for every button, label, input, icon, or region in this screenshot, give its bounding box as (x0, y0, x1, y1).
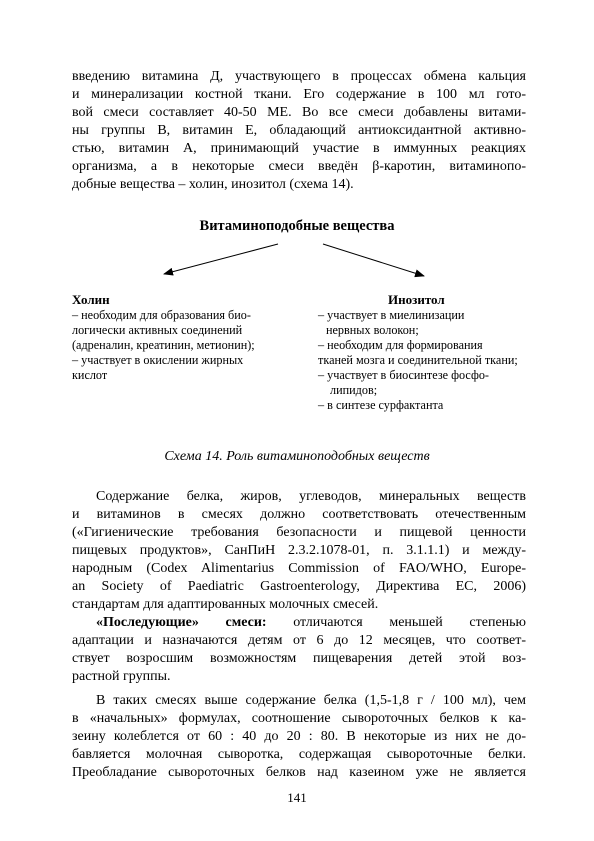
follow-up-term: «Последующие» смеси: (96, 615, 267, 630)
text-line: в «начальных» формулах, соотношение сывороточных белков к ка- (72, 711, 526, 726)
text-line: an Society of Paediatric Gastroenterology, Директива ЕС, 2006) (72, 579, 526, 594)
text-line: Содержание белка, жиров, углеводов, минеральных веществ (96, 489, 526, 504)
scheme-caption: Схема 14. Роль витаминоподобных веществ (164, 449, 430, 464)
text-line: ствует возросшим возможностям пищеварения детей этой воз- (72, 651, 526, 666)
arrow-to-choline (164, 244, 278, 274)
text-line: адаптации и назначаются детям от 6 до 12 месяцев, что соответ- (72, 633, 526, 648)
inositol-heading: Инозитол (388, 292, 445, 307)
text-line: и витаминов в смесях должно соответствовать отечественным (72, 507, 526, 522)
inositol-item: – в синтезе сурфактанта (318, 398, 444, 412)
text-line: растной группы. (72, 669, 171, 684)
inositol-item: липидов; (330, 383, 378, 397)
text-line: организма, а в некоторые смеси введён β-каротин, витаминопо- (72, 159, 526, 174)
text-line: («Гигиенические требования безопасности и пищевой ценности (72, 525, 526, 540)
inositol-item: – участвует в биосинтезе фосфо- (318, 368, 489, 382)
text-line: зеину колеблется от 60 : 40 до 20 : 80. В некоторые из них не до- (72, 729, 526, 744)
inositol-item: нервных волокон; (326, 323, 419, 337)
text-line: добные вещества – холин, инозитол (схема 14). (72, 177, 354, 192)
page-number: 141 (287, 790, 307, 805)
text-line: стью, витамин А, принимающий участие в иммунных реакциях (72, 141, 526, 156)
text-line: вой смеси составляет 40-50 МЕ. Во все смеси добавлены витами- (72, 105, 526, 120)
scheme-title: Витаминоподобные вещества (199, 218, 395, 234)
choline-item: кислот (72, 368, 108, 382)
choline-item: (адреналин, креатинин, метионин); (72, 338, 255, 352)
text-line: пищевых продуктов», СанПиН 2.3.2.1078-01, п. 3.1.1.1) и между- (72, 543, 526, 558)
inositol-item: – необходим для формирования (318, 338, 483, 352)
choline-item: логически активных соединений (72, 323, 243, 337)
text-line: и минерализации костной ткани. Его содержание в 100 мл гото- (72, 87, 526, 102)
choline-heading: Холин (72, 292, 110, 307)
arrow-to-inositol (323, 244, 424, 276)
text-line: В таких смесях выше содержание белка (1,5-1,8 г / 100 мл), чем (96, 693, 526, 708)
text-fragment: отличаются меньшей степенью (266, 615, 527, 630)
choline-item: – необходим для образования био- (72, 308, 251, 322)
text-line: введению витамина Д, участвующего в процессах обмена кальция (72, 69, 526, 84)
text-line: народным (Codex Alimentarius Commission of FAO/WHO, Europe- (72, 561, 526, 576)
choline-item: – участвует в окислении жирных (72, 353, 244, 367)
text-line: стандартам для адаптированных молочных смесей. (72, 597, 379, 612)
inositol-item: – участвует в миелинизации (318, 308, 465, 322)
text-line (96, 614, 526, 632)
text-line: Преобладание сывороточных белков над казеином уже не является (72, 765, 526, 780)
text-line: бавляется молочная сыворотка, содержащая сывороточные белки. (72, 747, 526, 762)
text-line: ны группы В, витамин Е, обладающий антиоксидантной активно- (72, 123, 526, 138)
inositol-item: тканей мозга и соединительной ткани; (318, 353, 518, 367)
